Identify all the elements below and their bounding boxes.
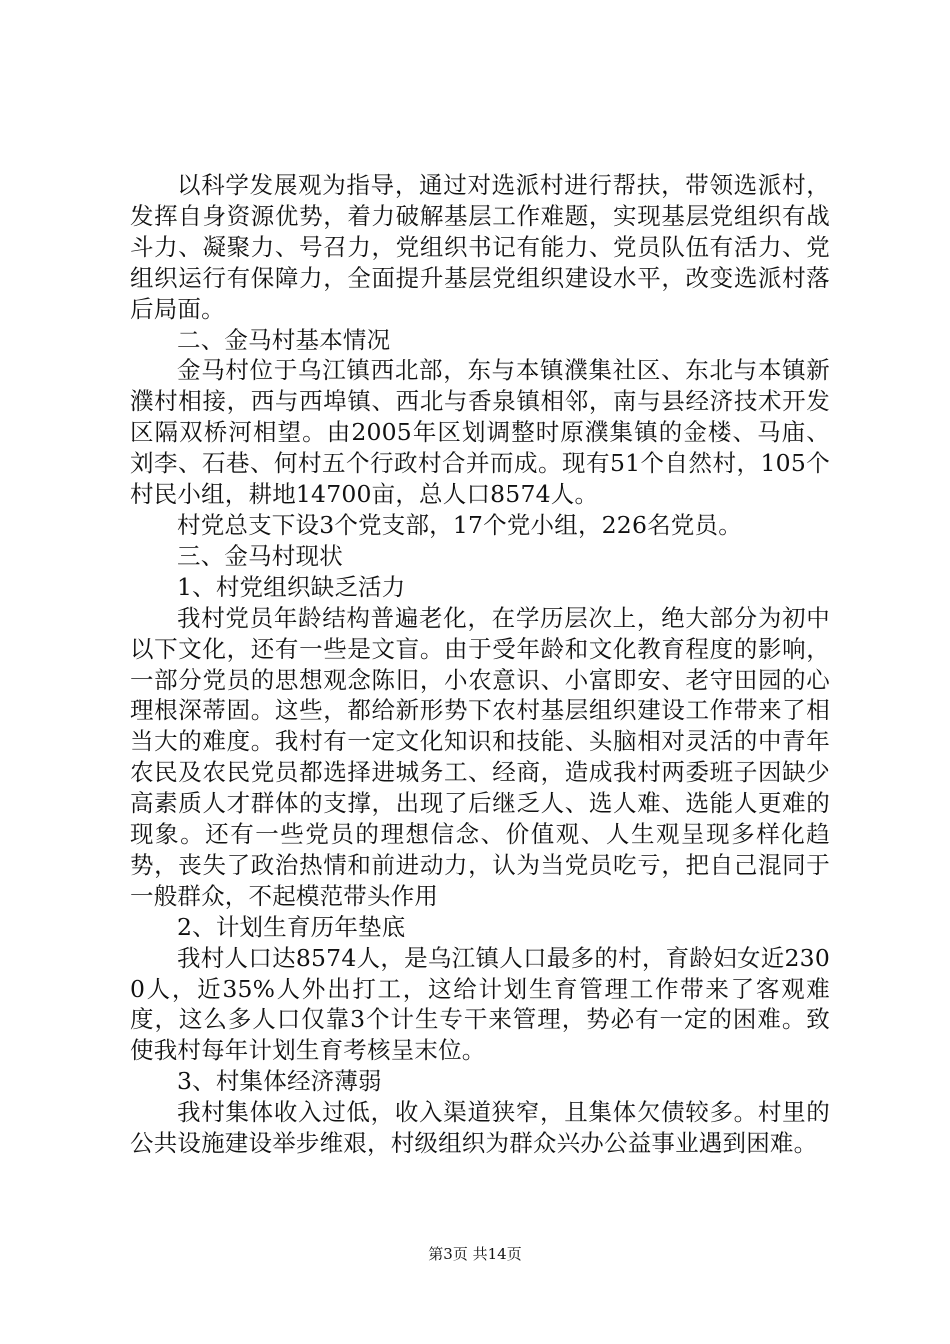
- paragraph-collective-economy: 我村集体收入过低，收入渠道狭窄，且集体欠债较多。村里的公共设施建设举步维艰，村级组织为群众兴办公益事业遇到困难。: [130, 1098, 830, 1158]
- subheading-party-vitality: 1、村党组织缺乏活力: [177, 572, 406, 601]
- paragraph-village-location: 金马村位于乌江镇西北部，东与本镇濮集社区、东北与本镇新濮村相接，西与西埠镇、西北与香泉镇相邻，南与县经济技术开发区隔双桥河相望。由2005年区划调整时原濮集镇的金楼、马庙、刘李、石巷、何村五个行政村合并而成。现有51个自然村，105个村民小组，耕地14700亩，总人口8574人。: [130, 356, 830, 509]
- document-body: [130, 170, 830, 1159]
- page-number-footer: 第3页 共14页: [428, 1245, 522, 1263]
- subheading-family-planning: 2、计划生育历年垫底: [177, 912, 406, 941]
- paragraph-guiding-principle: 以科学发展观为指导，通过对选派村进行帮扶，带领选派村，发挥自身资源优势，着力破解基层工作难题，实现基层党组织有战斗力、凝聚力、号召力，党组织书记有能力、党员队伍有活力、党组织运行有保障力，全面提升基层党组织建设水平，改变选派村落后局面。: [130, 171, 830, 323]
- heading-basic-situation: 二、金马村基本情况: [177, 325, 391, 354]
- subheading-collective-economy: 3、村集体经济薄弱: [177, 1067, 382, 1096]
- paragraph-party-vitality: 我村党员年龄结构普遍老化，在学历层次上，绝大部分为初中以下文化，还有一些是文盲。由于受年龄和文化教育程度的影响，一部分党员的思想观念陈旧，小农意识、小富即安、老守田园的心理根深蒂固。这些，都给新形势下农村基层组织建设工作带来了相当大的难度。我村有一定文化知识和技能、头脑相对灵活的中青年农民及农民党员都选择进城务工、经商，造成我村两委班子因缺少高素质人才群体的支撑，出现了后继乏人、选人难、选能人更难的现象。还有一些党员的理想信念、价值观、人生观呈现多样化趋势，丧失了政治热情和前进动力，认为当党员吃亏，把自己混同于一般群众，不起模范带头作用: [130, 603, 830, 910]
- paragraph-family-planning: 我村人口达8574人，是乌江镇人口最多的村，育龄妇女近2300人，近35%人外出打工，这给计划生育管理工作带来了客观难度，这么多人口仅靠3个计生专干来管理，势必有一定的困难。致使我村每年计划生育考核呈末位。: [130, 943, 830, 1065]
- heading-current-status: 三、金马村现状: [177, 541, 343, 570]
- paragraph-party-branches: 村党总支下设3个党支部，17个党小组，226名党员。: [177, 510, 742, 539]
